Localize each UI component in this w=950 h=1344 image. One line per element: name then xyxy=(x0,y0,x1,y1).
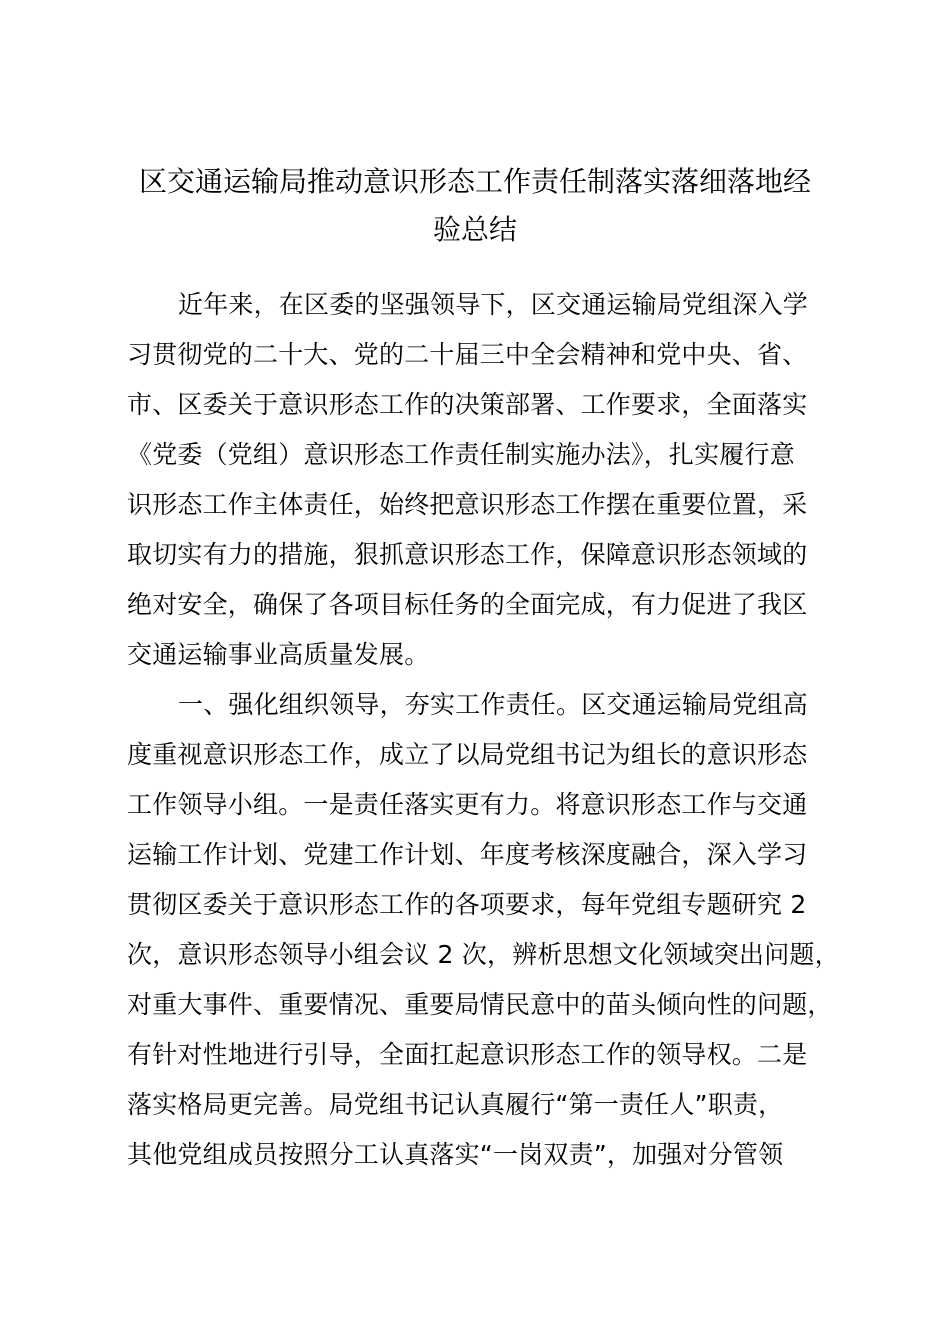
paragraph-2-line-9: 落实格局更完善。局党组书记认真履行“第一责任人”职责， xyxy=(127,1090,784,1119)
paragraph-2-line-1: 一、强化组织领导，夯实工作责任。区交通运输局党组高 xyxy=(178,690,809,719)
paragraph-2-line-2: 度重视意识形态工作，成立了以局党组书记为组长的意识形态 xyxy=(127,740,808,769)
document-title-line-1: 区交通运输局推动意识形态工作责任制落实落细落地经 xyxy=(138,165,811,198)
paragraph-2-line-8: 有针对性地进行引导，全面扛起意识形态工作的领导权。二是 xyxy=(127,1040,808,1069)
paragraph-2-line-10: 其他党组成员按照分工认真落实“一岗双责”，加强对分管领 xyxy=(127,1140,784,1169)
paragraph-1-line-1: 近年来，在区委的坚强领导下，区交通运输局党组深入学 xyxy=(178,290,809,319)
paragraph-2-line-4: 运输工作计划、党建工作计划、年度考核深度融合，深入学习 xyxy=(127,840,808,869)
paragraph-1-line-2: 习贯彻党的二十大、党的二十届三中全会精神和党中央、省、 xyxy=(127,340,808,369)
paragraph-2-line-5: 贯彻区委关于意识形态工作的各项要求，每年党组专题研究 2 xyxy=(127,890,807,919)
paragraph-2-line-3: 工作领导小组。一是责任落实更有力。将意识形态工作与交通 xyxy=(127,790,808,819)
paragraph-1-line-4: 《党委（党组）意识形态工作责任制实施办法》，扎实履行意 xyxy=(127,440,795,469)
paragraph-1-line-8: 交通运输事业高质量发展。 xyxy=(127,640,430,669)
paragraph-1-line-5: 识形态工作主体责任，始终把意识形态工作摆在重要位置，采 xyxy=(127,490,808,519)
paragraph-2-line-6: 次，意识形态领导小组会议 2 次，辨析思想文化领域突出问题， xyxy=(127,940,840,969)
paragraph-1-line-6: 取切实有力的措施，狠抓意识形态工作，保障意识形态领域的 xyxy=(127,540,808,569)
document-title-line-2: 验总结 xyxy=(432,213,517,246)
paragraph-1-line-7: 绝对安全，确保了各项目标任务的全面完成，有力促进了我区 xyxy=(127,590,808,619)
paragraph-1-line-3: 市、区委关于意识形态工作的决策部署、工作要求，全面落实 xyxy=(127,390,808,419)
paragraph-2-line-7: 对重大事件、重要情况、重要局情民意中的苗头倾向性的问题， xyxy=(127,990,833,1019)
